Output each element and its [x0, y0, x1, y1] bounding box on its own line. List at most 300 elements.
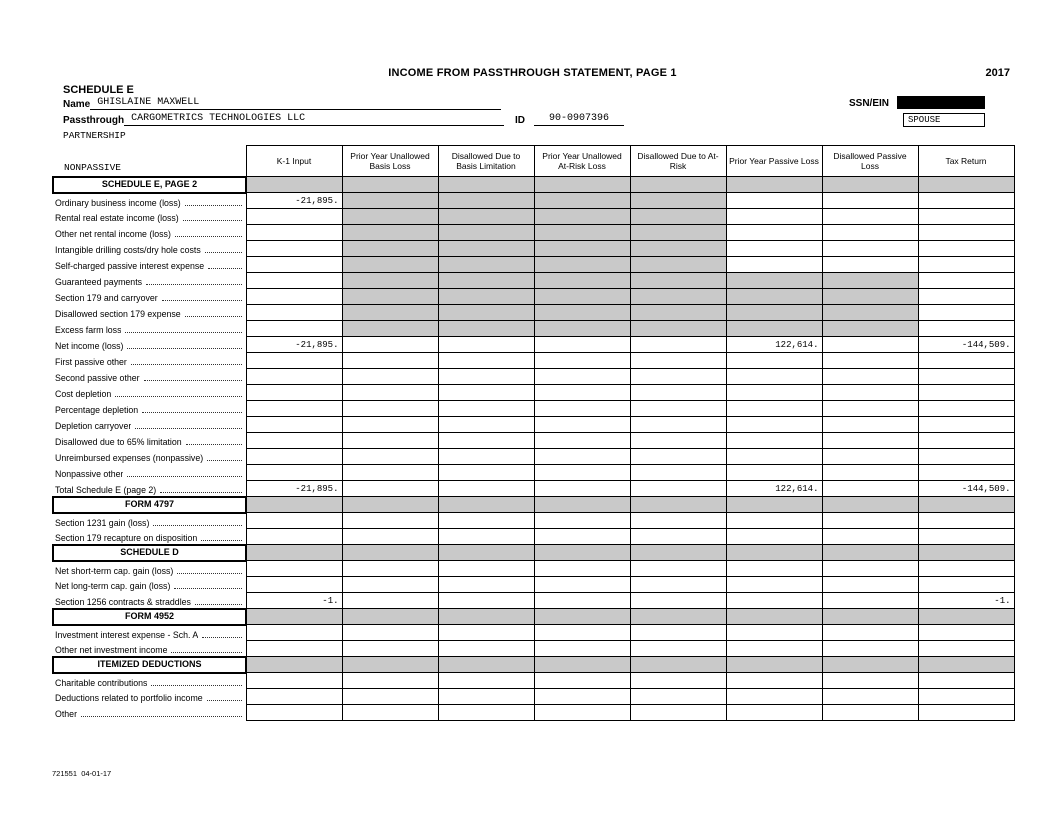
value-cell — [630, 433, 726, 449]
row-label-text: Rental real estate income (loss) — [55, 213, 179, 223]
row-label — [53, 449, 246, 465]
shaded-cell — [726, 273, 822, 289]
value-cell — [534, 337, 630, 353]
row-label — [53, 289, 246, 305]
value-cell — [726, 417, 822, 433]
value-cell — [726, 641, 822, 657]
ssn-label: SSN/EIN — [848, 98, 889, 109]
value-cell — [438, 353, 534, 369]
value-cell — [822, 401, 918, 417]
dotted-leader — [171, 652, 241, 653]
shaded-cell — [534, 545, 630, 561]
value-cell — [246, 257, 342, 273]
table-row — [53, 625, 1014, 641]
table-row — [53, 561, 1014, 577]
value-cell — [630, 689, 726, 705]
value-cell — [918, 241, 1014, 257]
value-cell — [726, 353, 822, 369]
table-row — [53, 241, 1014, 257]
value-cell — [918, 513, 1014, 529]
table-row — [53, 641, 1014, 657]
value-cell — [822, 257, 918, 273]
dotted-leader — [153, 525, 241, 526]
value-cell — [822, 673, 918, 689]
value-cell — [534, 561, 630, 577]
page-title: INCOME FROM PASSTHROUGH STATEMENT, PAGE 1 — [388, 67, 677, 79]
dotted-leader — [207, 460, 241, 461]
shaded-cell — [438, 305, 534, 321]
value-cell — [438, 513, 534, 529]
value-cell — [918, 353, 1014, 369]
shaded-cell — [342, 177, 438, 193]
value-cell — [246, 417, 342, 433]
dotted-leader — [81, 716, 241, 717]
value-cell — [342, 593, 438, 609]
shaded-cell — [630, 305, 726, 321]
value-cell — [438, 385, 534, 401]
row-label-text: Nonpassive other — [55, 469, 124, 479]
shaded-cell — [630, 289, 726, 305]
value-cell — [630, 337, 726, 353]
value-cell — [534, 625, 630, 641]
value-cell — [534, 433, 630, 449]
shaded-cell — [342, 241, 438, 257]
row-label-text: Second passive other — [55, 373, 140, 383]
value-cell — [822, 689, 918, 705]
dotted-leader — [162, 300, 242, 301]
column-header: Prior Year Unallowed Basis Loss — [342, 146, 438, 177]
dotted-leader — [185, 205, 242, 206]
value-cell — [342, 641, 438, 657]
value-cell — [630, 449, 726, 465]
value-cell — [918, 561, 1014, 577]
shaded-cell — [822, 305, 918, 321]
value-cell — [246, 689, 342, 705]
value-cell — [822, 209, 918, 225]
value-cell — [246, 305, 342, 321]
table-row — [53, 689, 1014, 705]
value-cell — [246, 529, 342, 545]
value-cell — [246, 705, 342, 721]
section-row — [53, 609, 1014, 625]
value-cell — [534, 513, 630, 529]
value-cell — [630, 625, 726, 641]
row-label — [53, 257, 246, 273]
value-cell — [726, 449, 822, 465]
shaded-cell — [822, 273, 918, 289]
value-cell — [822, 241, 918, 257]
section-row — [53, 497, 1014, 513]
shaded-cell — [438, 225, 534, 241]
value-cell — [918, 385, 1014, 401]
table-row — [53, 337, 1014, 353]
value-cell — [534, 417, 630, 433]
value-cell — [342, 625, 438, 641]
shaded-cell — [630, 609, 726, 625]
value-cell: 122,614. — [726, 337, 822, 353]
row-label — [53, 529, 246, 545]
value-cell — [726, 225, 822, 241]
value-cell — [822, 593, 918, 609]
value-cell — [630, 417, 726, 433]
row-label — [53, 401, 246, 417]
value-cell — [630, 353, 726, 369]
column-header: Disallowed Due to Basis Limitation — [438, 146, 534, 177]
value-cell — [534, 577, 630, 593]
value-cell — [534, 353, 630, 369]
value-cell — [342, 417, 438, 433]
value-cell — [342, 433, 438, 449]
row-label-text: Disallowed section 179 expense — [55, 309, 181, 319]
value-cell — [726, 673, 822, 689]
dotted-leader — [142, 412, 241, 413]
value-cell — [918, 625, 1014, 641]
row-label-text: Investment interest expense - Sch. A — [55, 629, 199, 640]
row-label — [53, 225, 246, 241]
value-cell — [726, 513, 822, 529]
row-label-text: Disallowed due to 65% limitation — [55, 437, 182, 447]
value-cell — [438, 337, 534, 353]
value-cell — [822, 577, 918, 593]
shaded-cell — [246, 609, 342, 625]
passthrough-field: CARGOMETRICS TECHNOLOGIES LLC — [124, 113, 504, 126]
value-cell — [342, 705, 438, 721]
value-cell — [342, 689, 438, 705]
value-cell — [342, 369, 438, 385]
row-label-text: First passive other — [55, 357, 127, 367]
shaded-cell — [438, 193, 534, 209]
table-row — [53, 593, 1014, 609]
section-row — [53, 657, 1014, 673]
table-row — [53, 193, 1014, 209]
value-cell — [630, 593, 726, 609]
shaded-cell — [918, 657, 1014, 673]
shaded-cell — [438, 609, 534, 625]
value-cell — [630, 481, 726, 497]
shaded-cell — [342, 273, 438, 289]
value-cell — [534, 593, 630, 609]
shaded-cell — [630, 273, 726, 289]
shaded-cell — [726, 305, 822, 321]
row-label — [53, 209, 246, 225]
dotted-leader — [127, 476, 241, 477]
value-cell — [630, 385, 726, 401]
shaded-cell — [630, 241, 726, 257]
value-cell — [438, 417, 534, 433]
section-title: FORM 4952 — [53, 609, 246, 625]
value-cell — [822, 625, 918, 641]
value-cell — [246, 273, 342, 289]
dotted-leader — [208, 268, 241, 269]
dotted-leader — [125, 332, 241, 333]
value-cell — [918, 529, 1014, 545]
value-cell — [246, 401, 342, 417]
shaded-cell — [630, 177, 726, 193]
value-cell — [918, 225, 1014, 241]
value-cell — [534, 385, 630, 401]
spouse-indicator: SPOUSE — [903, 113, 985, 127]
shaded-cell — [342, 257, 438, 273]
value-cell — [342, 577, 438, 593]
table-row — [53, 673, 1014, 689]
value-cell — [726, 561, 822, 577]
value-cell — [918, 209, 1014, 225]
value-cell — [246, 433, 342, 449]
row-label — [53, 481, 246, 497]
table-row — [53, 577, 1014, 593]
table-row — [53, 353, 1014, 369]
row-label — [53, 273, 246, 289]
dotted-leader — [175, 236, 242, 237]
value-cell — [534, 481, 630, 497]
row-label — [53, 433, 246, 449]
id-label: ID — [515, 115, 525, 126]
table-row — [53, 417, 1014, 433]
value-cell — [534, 401, 630, 417]
shaded-cell — [534, 177, 630, 193]
row-label-text: Section 1231 gain (loss) — [55, 517, 150, 528]
shaded-cell — [630, 497, 726, 513]
value-cell — [630, 465, 726, 481]
section-row — [53, 545, 1014, 561]
row-label — [53, 625, 246, 641]
value-cell — [726, 529, 822, 545]
column-header: Prior Year Passive Loss — [726, 146, 822, 177]
value-cell — [726, 209, 822, 225]
value-cell — [822, 513, 918, 529]
value-cell — [246, 449, 342, 465]
table-row — [53, 257, 1014, 273]
row-label — [53, 385, 246, 401]
row-label-text: Section 179 and carryover — [55, 293, 158, 303]
shaded-cell — [630, 545, 726, 561]
value-cell: -144,509. — [918, 481, 1014, 497]
value-cell — [342, 561, 438, 577]
row-label-text: Other net rental income (loss) — [55, 229, 171, 239]
value-cell — [246, 385, 342, 401]
shaded-cell — [534, 273, 630, 289]
row-label-text: Excess farm loss — [55, 325, 122, 335]
dotted-leader — [131, 364, 242, 365]
value-cell — [246, 289, 342, 305]
value-cell — [246, 625, 342, 641]
dotted-leader — [174, 588, 241, 589]
value-cell — [822, 481, 918, 497]
column-header: K-1 Input — [246, 146, 342, 177]
row-label-text: Net short-term cap. gain (loss) — [55, 565, 174, 576]
row-label — [53, 321, 246, 337]
shaded-cell — [726, 289, 822, 305]
value-cell — [918, 705, 1014, 721]
dotted-leader — [201, 540, 241, 541]
row-label-text: Depletion carryover — [55, 421, 132, 431]
dotted-leader — [160, 492, 241, 493]
row-label-text: Deductions related to portfolio income — [55, 693, 203, 703]
value-cell — [630, 561, 726, 577]
section-title: SCHEDULE E, PAGE 2 — [53, 177, 246, 193]
value-cell — [630, 705, 726, 721]
value-cell — [726, 625, 822, 641]
value-cell — [534, 705, 630, 721]
name-field: GHISLAINE MAXWELL — [90, 97, 501, 110]
dotted-leader — [177, 573, 241, 574]
table-row — [53, 289, 1014, 305]
shaded-cell — [630, 257, 726, 273]
table-row — [53, 513, 1014, 529]
shaded-cell — [342, 545, 438, 561]
value-cell — [726, 241, 822, 257]
row-label — [53, 513, 246, 529]
row-label-text: Other — [55, 709, 78, 719]
row-label — [53, 561, 246, 577]
value-cell — [726, 593, 822, 609]
value-cell — [246, 673, 342, 689]
table-row — [53, 209, 1014, 225]
value-cell — [822, 353, 918, 369]
shaded-cell — [726, 497, 822, 513]
passthrough-label: Passthrough — [63, 115, 125, 126]
value-cell — [630, 529, 726, 545]
value-cell — [342, 513, 438, 529]
dotted-leader — [185, 316, 242, 317]
value-cell — [438, 369, 534, 385]
value-cell — [822, 449, 918, 465]
row-label-text: Other net investment income — [55, 644, 168, 655]
shaded-cell — [726, 545, 822, 561]
value-cell — [342, 673, 438, 689]
shaded-cell — [822, 609, 918, 625]
value-cell — [822, 337, 918, 353]
value-cell — [246, 241, 342, 257]
value-cell: -21,895. — [246, 481, 342, 497]
shaded-cell — [918, 177, 1014, 193]
row-label — [53, 353, 246, 369]
passthrough-row — [63, 113, 504, 126]
column-header: Disallowed Passive Loss — [822, 146, 918, 177]
shaded-cell — [246, 545, 342, 561]
shaded-cell — [534, 321, 630, 337]
shaded-cell — [822, 657, 918, 673]
id-field: 90-0907396 — [534, 113, 624, 126]
table-row — [53, 385, 1014, 401]
shaded-cell — [342, 225, 438, 241]
value-cell — [918, 689, 1014, 705]
row-label-text: Intangible drilling costs/dry hole costs — [55, 245, 201, 255]
dotted-leader — [186, 444, 242, 445]
value-cell — [246, 225, 342, 241]
value-cell — [342, 353, 438, 369]
value-cell — [246, 353, 342, 369]
table-row — [53, 449, 1014, 465]
value-cell — [534, 529, 630, 545]
value-cell — [534, 689, 630, 705]
value-cell — [246, 465, 342, 481]
value-cell — [438, 433, 534, 449]
shaded-cell — [438, 257, 534, 273]
value-cell — [342, 449, 438, 465]
value-cell — [438, 625, 534, 641]
shaded-cell — [342, 209, 438, 225]
shaded-cell — [438, 657, 534, 673]
table-row — [53, 321, 1014, 337]
value-cell — [918, 193, 1014, 209]
shaded-cell — [534, 289, 630, 305]
value-cell — [918, 289, 1014, 305]
shaded-cell — [822, 177, 918, 193]
shaded-cell — [534, 241, 630, 257]
shaded-cell — [438, 273, 534, 289]
shaded-cell — [726, 321, 822, 337]
row-label-text: Charitable contributions — [55, 677, 148, 688]
shaded-cell — [822, 321, 918, 337]
value-cell — [918, 641, 1014, 657]
activity-type-label: NONPASSIVE — [64, 161, 122, 173]
dotted-leader — [205, 252, 242, 253]
shaded-cell — [534, 209, 630, 225]
value-cell — [822, 561, 918, 577]
section-row — [53, 177, 1014, 193]
value-cell — [534, 673, 630, 689]
value-cell — [246, 321, 342, 337]
shaded-cell — [822, 289, 918, 305]
value-cell — [630, 673, 726, 689]
value-cell — [438, 641, 534, 657]
shaded-cell — [342, 305, 438, 321]
entity-type-label: PARTNERSHIP — [63, 130, 126, 141]
value-cell — [822, 369, 918, 385]
name-row — [63, 97, 501, 110]
row-label — [53, 337, 246, 353]
ssn-row — [849, 96, 985, 109]
table-row — [53, 433, 1014, 449]
value-cell — [726, 401, 822, 417]
row-label — [53, 465, 246, 481]
table-row — [53, 481, 1014, 497]
row-label — [53, 641, 246, 657]
value-cell — [822, 417, 918, 433]
value-cell — [822, 529, 918, 545]
shaded-cell — [918, 497, 1014, 513]
row-label-text: Section 1256 contracts & straddles — [55, 596, 191, 607]
schedule-label: SCHEDULE E — [63, 84, 134, 96]
value-cell — [726, 193, 822, 209]
row-label-text: Cost depletion — [55, 389, 112, 399]
table-row — [53, 705, 1014, 721]
value-cell — [822, 193, 918, 209]
value-cell — [822, 433, 918, 449]
value-cell — [630, 577, 726, 593]
value-cell — [918, 369, 1014, 385]
shaded-cell — [246, 657, 342, 673]
dotted-leader — [115, 396, 241, 397]
value-cell — [342, 401, 438, 417]
value-cell — [726, 369, 822, 385]
dotted-leader — [151, 685, 241, 686]
value-cell: -144,509. — [918, 337, 1014, 353]
dotted-leader — [195, 604, 242, 605]
shaded-cell — [534, 609, 630, 625]
shaded-cell — [438, 241, 534, 257]
row-label-text: Section 179 recapture on disposition — [55, 532, 198, 543]
value-cell: 122,614. — [726, 481, 822, 497]
value-cell — [246, 513, 342, 529]
value-cell — [246, 369, 342, 385]
shaded-cell — [342, 657, 438, 673]
section-title: SCHEDULE D — [53, 545, 246, 561]
value-cell — [246, 561, 342, 577]
value-cell — [726, 257, 822, 273]
value-cell — [342, 529, 438, 545]
